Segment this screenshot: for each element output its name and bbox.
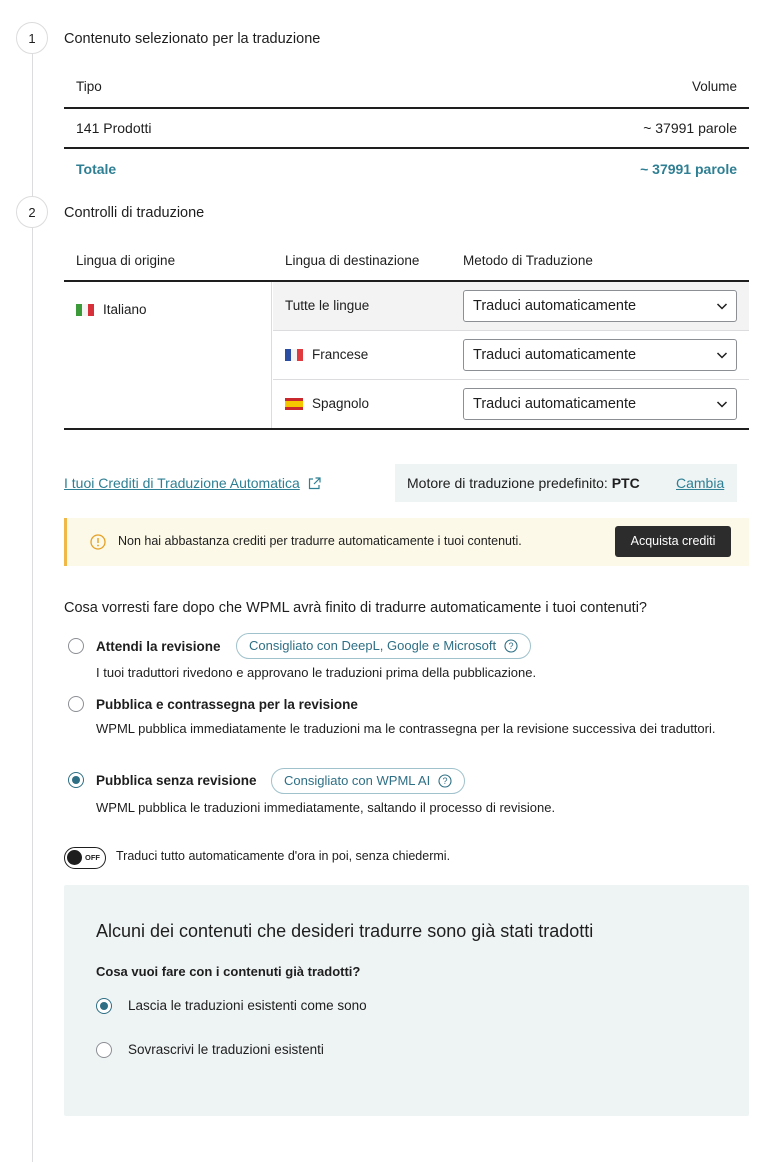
toggle-label: Traduci tutto automaticamente d'ora in poi, senza chiedermi.: [116, 849, 451, 863]
auto-translate-toggle[interactable]: [64, 847, 106, 869]
chevron-down-icon: [716, 349, 728, 361]
content-volume: ~ 37991 parole: [643, 120, 737, 136]
method-value: Traduci automaticamente: [473, 396, 637, 412]
warning-icon: [90, 534, 106, 550]
method-select-french[interactable]: [463, 339, 737, 371]
method-select-spanish[interactable]: [463, 388, 737, 420]
review-option-publish-no-review-radio[interactable]: [68, 772, 84, 788]
review-option-description: WPML pubblica immediatamente le traduzioni ma le contrassegna per la revisione successiva dei traduttori.: [96, 721, 716, 736]
toggle-knob: [67, 850, 82, 865]
table-row: [64, 109, 749, 149]
translation-engine-box: [395, 464, 737, 502]
flag-france-icon: [285, 349, 303, 361]
flag-spain-icon: [285, 398, 303, 410]
change-engine-link[interactable]: Cambia: [676, 475, 725, 491]
help-icon[interactable]: [438, 774, 452, 788]
svg-text:?: ?: [508, 641, 514, 652]
credits-link[interactable]: [64, 475, 321, 491]
target-language: Francese: [312, 347, 369, 362]
recommended-badge: [236, 633, 531, 659]
review-option-description: WPML pubblica le traduzioni immediatamente, saltando il processo di revisione.: [96, 800, 556, 815]
translation-controls-table: [64, 242, 749, 430]
content-volume-table: [64, 66, 749, 189]
existing-translations-panel: [64, 885, 749, 1116]
chevron-down-icon: [716, 300, 728, 312]
engine-label: Motore di traduzione predefinito:: [407, 475, 608, 491]
target-language: Tutte le lingue: [285, 298, 370, 313]
step-number: 2: [28, 204, 36, 220]
external-link-icon: [308, 477, 321, 490]
column-source-language: Lingua di origine: [76, 253, 176, 268]
column-method: Metodo di Traduzione: [463, 253, 593, 268]
engine-value: PTC: [611, 475, 640, 491]
badge-text: Consigliato con DeepL, Google e Microsoft: [249, 638, 497, 653]
review-option-title: Pubblica e contrassegna per la revisione: [96, 697, 358, 712]
review-question: Cosa vorresti fare dopo che WPML avrà finito di tradurre automaticamente i tuoi contenuti?: [64, 600, 647, 616]
keep-existing-label: Lascia le traduzioni esistenti come sono: [128, 998, 367, 1013]
step-1-marker: [16, 22, 48, 54]
flag-italy-icon: [76, 304, 94, 316]
chevron-down-icon: [716, 398, 728, 410]
method-select-all[interactable]: [463, 290, 737, 322]
target-row-french: [273, 331, 749, 380]
table-header: [64, 242, 749, 282]
total-value: ~ 37991 parole: [640, 161, 737, 177]
badge-text: Consigliato con WPML AI: [284, 773, 431, 788]
column-type: Tipo: [76, 79, 102, 94]
step-number: 1: [28, 30, 36, 46]
panel-title: Alcuni dei contenuti che desideri tradurre sono già stati tradotti: [96, 921, 594, 941]
overwrite-existing-label: Sovrascrivi le traduzioni esistenti: [128, 1042, 324, 1057]
panel-question: Cosa vuoi fare con i contenuti già tradotti?: [96, 964, 361, 979]
credits-link-text: I tuoi Crediti di Traduzione Automatica: [64, 475, 300, 491]
warning-text: Non hai abbastanza crediti per tradurre automaticamente i tuoi contenuti.: [118, 534, 522, 548]
step-2-marker: [16, 196, 48, 228]
total-row: [64, 149, 749, 189]
step-1-title: Contenuto selezionato per la traduzione: [64, 31, 321, 47]
table-header: [64, 66, 749, 109]
column-volume: Volume: [691, 79, 737, 94]
step-2-title: Controlli di traduzione: [64, 205, 205, 221]
toggle-state: OFF: [85, 853, 100, 862]
target-language: Spagnolo: [312, 396, 370, 411]
method-value: Traduci automaticamente: [473, 347, 637, 363]
buy-credits-button[interactable]: Acquista crediti: [615, 526, 731, 557]
method-value: Traduci automaticamente: [473, 298, 637, 314]
content-type: 141 Prodotti: [76, 120, 152, 136]
column-target-language: Lingua di destinazione: [285, 253, 420, 268]
svg-text:?: ?: [442, 776, 448, 787]
review-option-wait-radio[interactable]: [68, 638, 84, 654]
source-language: Italiano: [103, 302, 147, 317]
target-row-all: [273, 282, 749, 331]
credits-warning: [64, 518, 749, 566]
target-row-spanish: [273, 380, 749, 429]
review-option-title: Attendi la revisione: [96, 639, 221, 654]
overwrite-existing-radio[interactable]: [96, 1042, 112, 1058]
recommended-badge: [271, 768, 465, 794]
review-option-title: Pubblica senza revisione: [96, 773, 257, 788]
help-icon[interactable]: [504, 639, 518, 653]
review-option-publish-flag-radio[interactable]: [68, 696, 84, 712]
review-option-description: I tuoi traduttori rivedono e approvano le traduzioni prima della pubblicazione.: [96, 665, 537, 680]
total-label: Totale: [76, 161, 117, 177]
keep-existing-radio[interactable]: [96, 998, 112, 1014]
source-language-cell: [64, 282, 272, 428]
